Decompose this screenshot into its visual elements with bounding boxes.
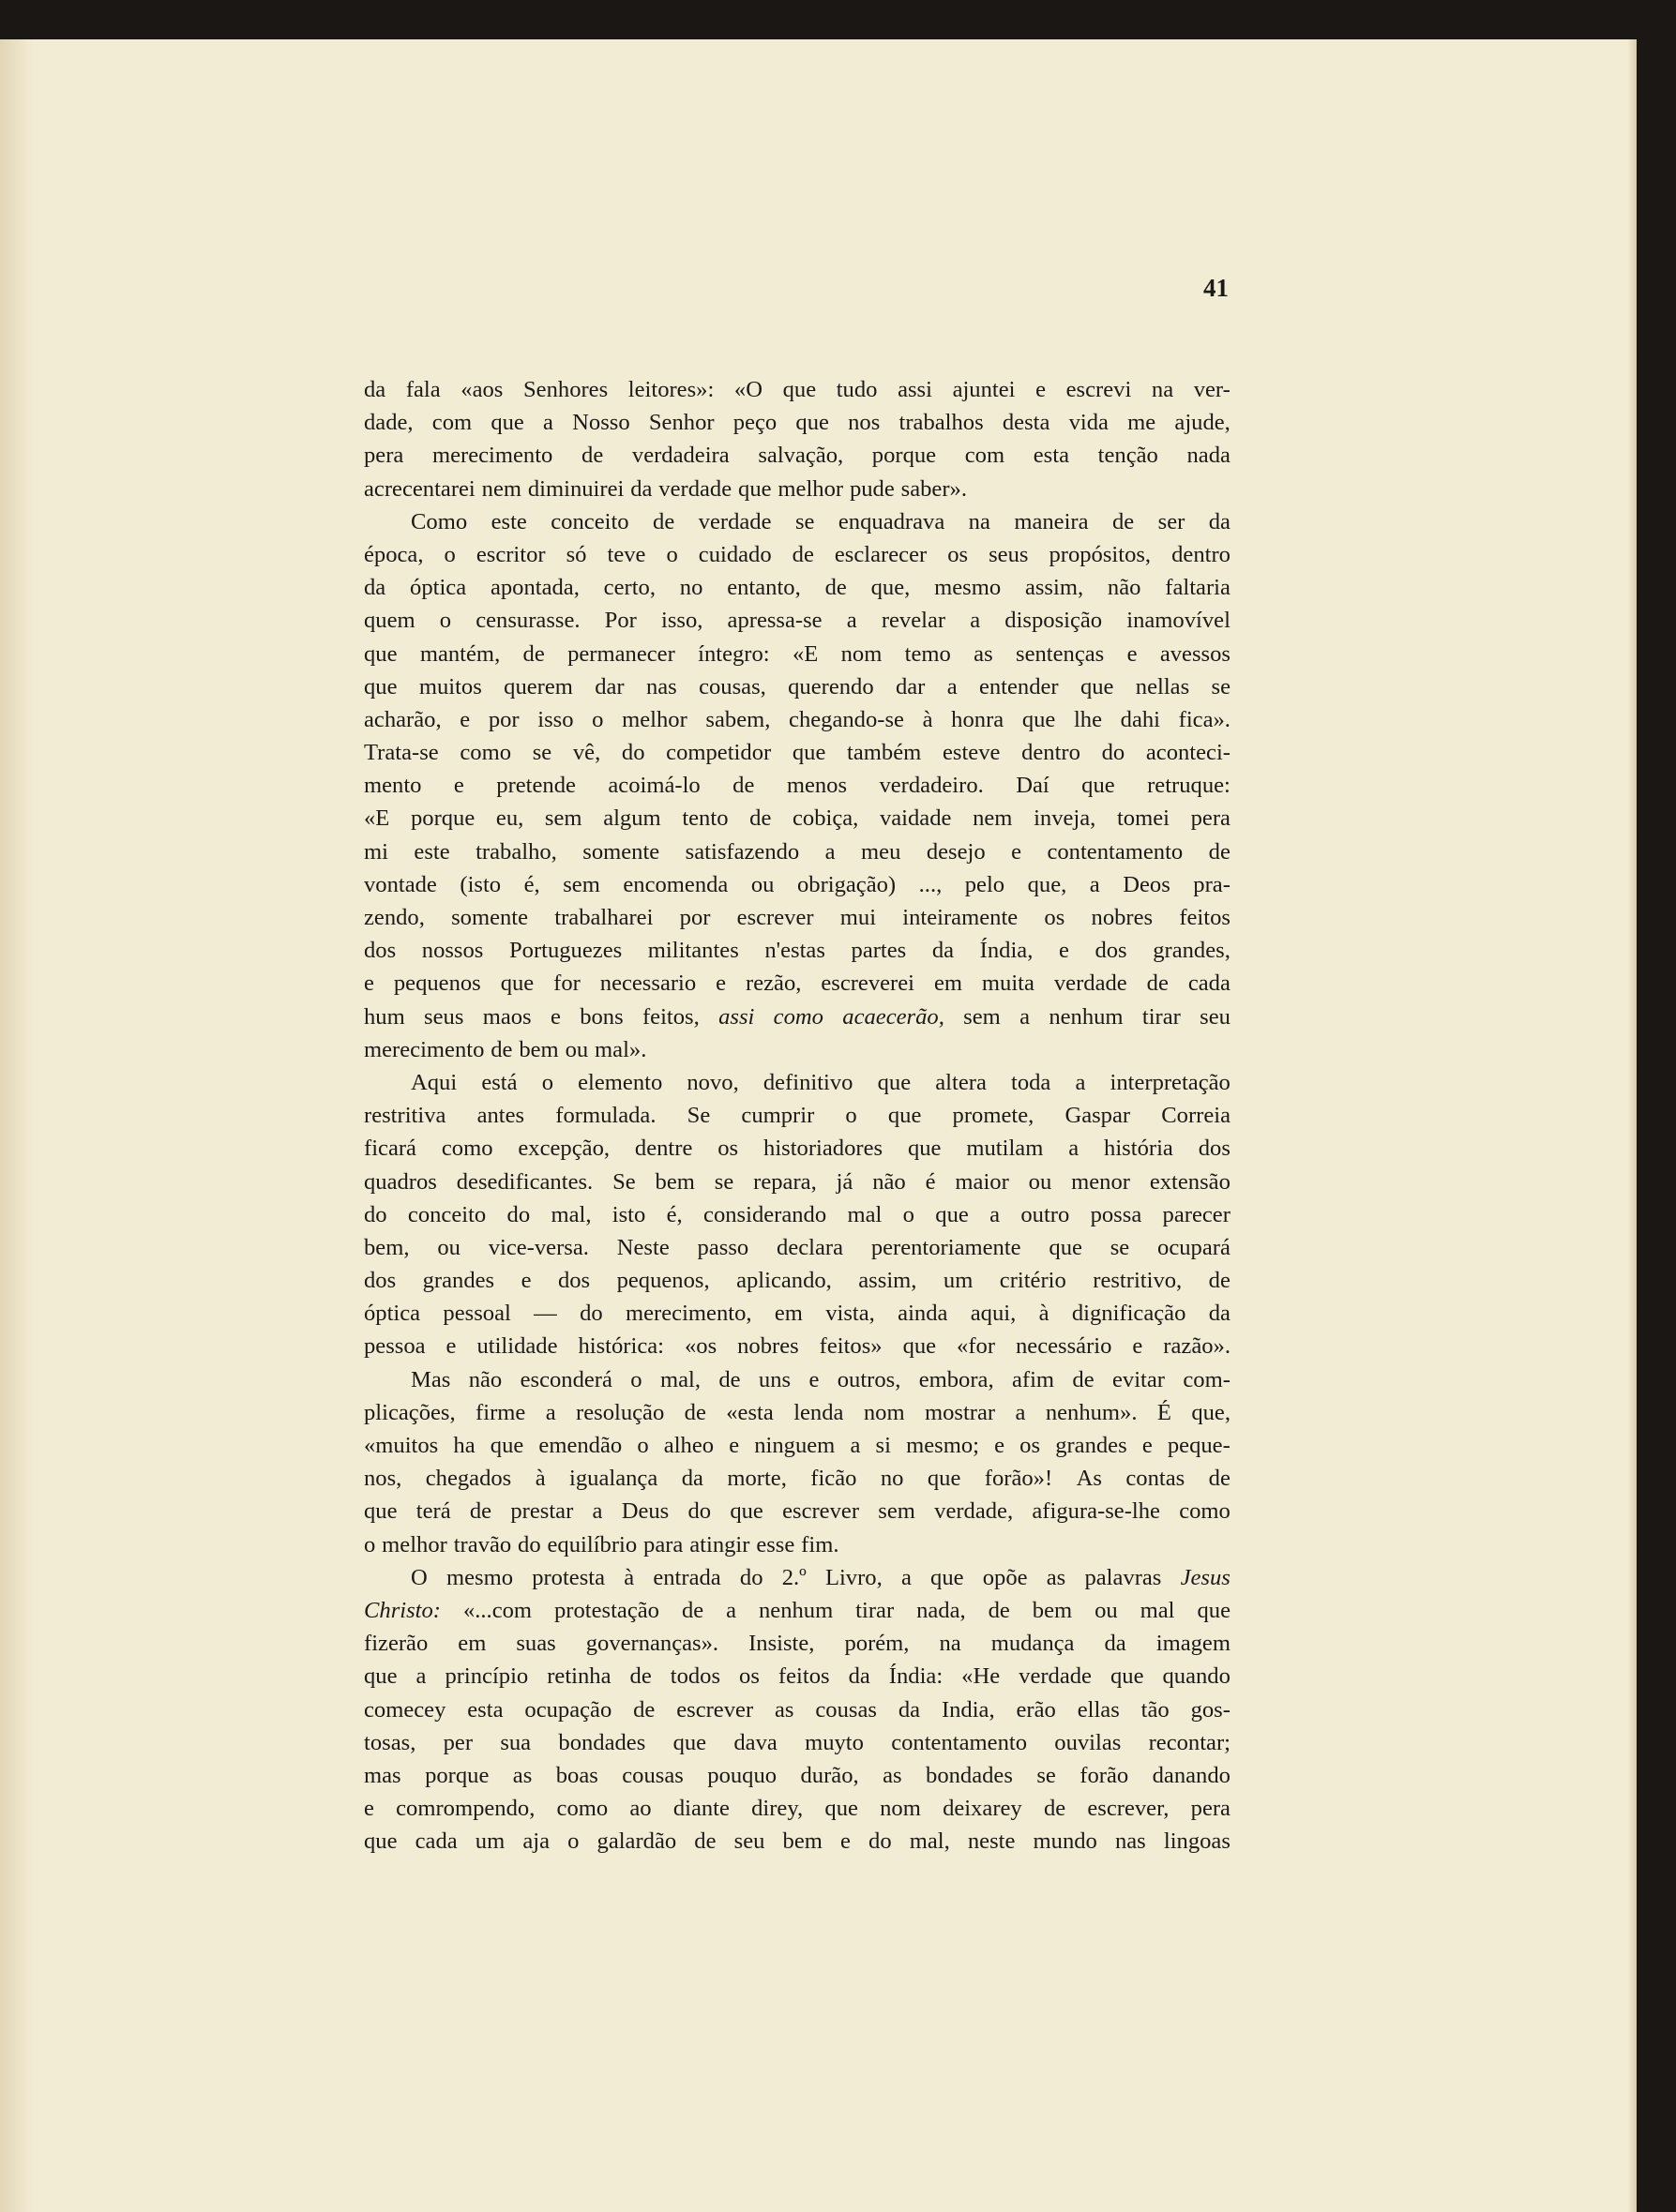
text-line: que a princípio retinha de todos os feitos da Índia: «He verdade que quando [364,1663,1231,1690]
text-line: ficará como excepção, dentre os historiadores que mutilam a história dos [364,1136,1231,1162]
text-line: que cada um aja o galardão de seu bem e do mal, neste mundo nas lingoas [364,1828,1231,1855]
text-line: restritiva antes formulada. Se cumprir o que promete, Gaspar Correia [364,1103,1231,1129]
text-line: pera merecimento de verdadeira salvação, porque com esta tenção nada [364,443,1231,469]
text-line: hum seus maos e bons feitos, assi como acaecerão, sem a nenhum tirar seu [364,1003,1231,1030]
page-fold-shadow [0,39,34,2212]
text-line: «E porque eu, sem algum tento de cobiça, vaidade nem inveja, tomei pera [364,805,1231,832]
text-line: dade, com que a Nosso Senhor peço que nos trabalhos desta vida me ajude, [364,410,1231,436]
text-line: mi este trabalho, somente satisfazendo a meu desejo e contentamento de [364,838,1231,865]
text-line: que terá de prestar a Deus do que escrever sem verdade, afigura-se-lhe como [364,1498,1231,1525]
text-line: zendo, somente trabalharei por escrever mui inteiramente os nobres feitos [364,905,1231,930]
text-line: bem, ou vice-versa. Neste passo declara perentoriamente que se ocupará [364,1234,1231,1260]
text-line: mento e pretende acoimá-lo de menos verdadeiro. Daí que retruque: [364,773,1231,799]
text-line: Christo: «...com protestação de a nenhum tirar nada, de bem ou mal que [364,1597,1231,1623]
text-line: acrecentarei nem diminuirei da verdade que melhor pude saber». [364,475,967,502]
text-line: do conceito do mal, isto é, considerando mal o que a outro possa parecer [364,1201,1231,1227]
body-text [364,373,1231,1858]
text-line: tosas, per sua bondades que dava muyto contentamento ouvilas recontar; [364,1729,1231,1755]
text-line: quem o censurasse. Por isso, apressa-se a revelar a disposição inamovível [364,608,1231,634]
page-edge-shadow [1627,39,1637,2212]
text-line: «muitos ha que emendão o alheo e ninguem a si mesmo; e os grandes e peque- [364,1433,1231,1458]
text-line: mas porque as boas cousas pouquo durão, as bondades se forão danando [364,1762,1231,1788]
text-line: merecimento de bem ou mal». [364,1036,647,1062]
text-line: da óptica apontada, certo, no entanto, de que, mesmo assim, não faltaria [364,575,1231,601]
text-line: Aqui está o elemento novo, definitivo que altera toda a interpretação [411,1069,1231,1095]
text-line: Mas não esconderá o mal, de uns e outros, embora, afim de evitar com- [411,1366,1231,1392]
text-line: o melhor travão do equilíbrio para atingir esse fim. [364,1531,839,1557]
text-line: acharão, e por isso o melhor sabem, chegando-se à honra que lhe dahi fica». [364,706,1231,732]
text-line: quadros desedificantes. Se bem se repara, já não é maior ou menor extensão [364,1168,1231,1195]
text-line: comecey esta ocupação de escrever as cousas da India, erão ellas tão gos- [364,1696,1231,1723]
text-line: nos, chegados à igualança da morte, ficão no que forão»! As contas de [364,1466,1231,1492]
text-line: Trata-se como se vê, do competidor que também esteve dentro do aconteci- [364,740,1231,766]
text-line: plicações, firme a resolução de «esta lenda nom mostrar a nenhum». É que, [364,1399,1231,1425]
text-line: da fala «aos Senhores leitores»: «O que tudo assi ajuntei e escrevi na ver- [364,377,1231,402]
text-line: fizerão em suas governanças». Insiste, porém, na mudança da imagem [364,1631,1231,1657]
text-line: pessoa e utilidade histórica: «os nobres feitos» que «for necessário e razão». [364,1333,1231,1360]
text-line: vontade (isto é, sem encomenda ou obrigação) ..., pelo que, a Deos pra- [364,871,1231,897]
page-number: 41 [1203,274,1229,302]
text-line: e pequenos que for necessario e rezão, escreverei em muita verdade de cada [364,971,1231,997]
text-line: O mesmo protesta à entrada do 2.º Livro, a que opõe as palavras Jesus [411,1564,1231,1590]
text-line: óptica pessoal — do merecimento, em vista, ainda aqui, à dignificação da [364,1301,1231,1327]
text-line: época, o escritor só teve o cuidado de esclarecer os seus propósitos, dentro [364,541,1231,567]
text-line: que mantém, de permanecer íntegro: «E nom temo as sentenças e avessos [364,640,1231,667]
text-line: que muitos querem dar nas cousas, querendo dar a entender que nellas se [364,673,1231,700]
text-line: dos grandes e dos pequenos, aplicando, assim, um critério restritivo, de [364,1268,1231,1294]
text-line: Como este conceito de verdade se enquadrava na maneira de ser da [411,508,1231,534]
book-page [0,39,1637,2212]
text-line: dos nossos Portuguezes militantes n'estas partes da Índia, e dos grandes, [364,938,1231,964]
text-line: e comrompendo, como ao diante direy, que nom deixarey de escrever, pera [364,1796,1231,1822]
